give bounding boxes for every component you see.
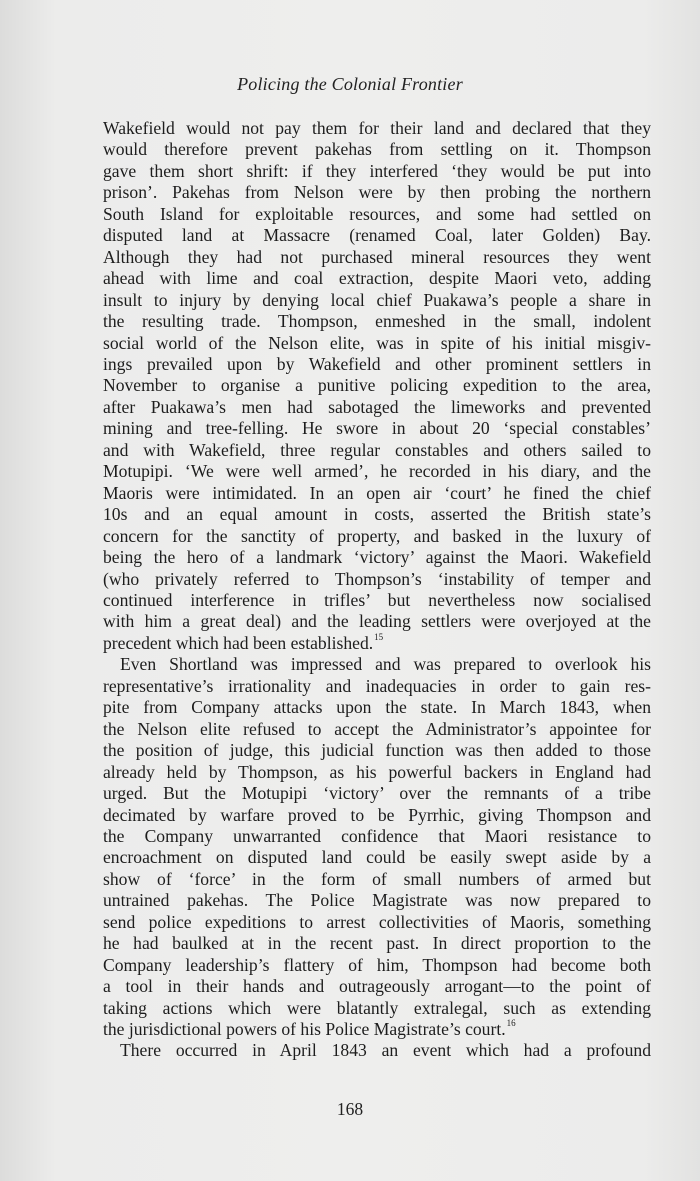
text-line: Maoris were intimidated. In an open air ‘court’ he fined the chief [103, 482, 651, 503]
text-line: mining and tree-felling. He swore in about 20 ‘special constables’ [103, 418, 651, 439]
text-line: Although they had not purchased mineral resources they went [103, 246, 651, 267]
text-line: There occurred in April 1843 an event which had a profound [120, 1040, 651, 1061]
text-line: the jurisdictional powers of his Police Magistrate’s court.$^{16}$ [103, 1018, 516, 1040]
text-line: Company leadership’s flattery of him, Thompson had become both [103, 954, 651, 975]
paragraph [103, 118, 651, 654]
text-line: South Island for exploitable resources, and some had settled on [103, 203, 651, 224]
footnote-marker[interactable]: 16 [506, 1018, 516, 1029]
text-line: already held by Thompson, as his powerful backers in England had [103, 761, 651, 782]
text-line: prison’. Pakehas from Nelson were by then probing the northern [103, 182, 651, 203]
running-head: Policing the Colonial Frontier [237, 74, 463, 94]
text-line: Even Shortland was impressed and was prepared to overlook his [120, 654, 651, 675]
text-line: disputed land at Massacre (renamed Coal, later Golden) Bay. [103, 225, 651, 246]
text-line: with him a great deal) and the leading settlers were overjoyed at the [103, 611, 651, 632]
text-line: (who privately referred to Thompson’s ‘instability of temper and [103, 568, 651, 589]
text-line: taking actions which were blatantly extralegal, such as extending [103, 997, 651, 1018]
text-line: November to organise a punitive policing expedition to the area, [103, 375, 651, 396]
text-line: after Puakawa’s men had sabotaged the limeworks and prevented [103, 396, 651, 417]
paragraph [103, 1040, 651, 1061]
text-line: show of ‘force’ in the form of small numbers of armed but [103, 868, 651, 889]
text-line: he had baulked at in the recent past. In direct proportion to the [103, 933, 651, 954]
text-line: concern for the sanctity of property, and basked in the luxury of [103, 525, 651, 546]
text-line: gave them short shrift: if they interfered ‘they would be put into [103, 160, 651, 181]
text-line: being the hero of a landmark ‘victory’ against the Maori. Wakefield [103, 547, 651, 568]
text-line: ings prevailed upon by Wakefield and other prominent settlers in [103, 353, 651, 374]
text-line: continued interference in trifles’ but nevertheless now socialised [103, 589, 651, 610]
text-line: ahead with lime and coal extraction, despite Maori veto, adding [103, 268, 651, 289]
text-line: send police expeditions to arrest collectivities of Maoris, something [103, 911, 651, 932]
text-line: Wakefield would not pay them for their land and declared that they [103, 118, 651, 138]
text-line: insult to injury by denying local chief Puakawa’s people a share in [103, 289, 651, 310]
paragraph [103, 654, 651, 1040]
text-line: the position of judge, this judicial function was then added to those [103, 740, 651, 761]
page-number: 168 [336, 1099, 364, 1119]
text-line: urged. But the Motupipi ‘victory’ over the remnants of a tribe [103, 783, 651, 804]
text-line: and with Wakefield, three regular constables and others sailed to [103, 439, 651, 460]
text-line: would therefore prevent pakehas from settling on it. Thompson [103, 139, 651, 160]
text-line: the resulting trade. Thompson, enmeshed in the small, indolent [103, 311, 651, 332]
text-line: untrained pakehas. The Police Magistrate was now prepared to [103, 890, 651, 911]
text-line: representative’s irrationality and inadequacies in order to gain res- [103, 675, 651, 696]
text-line: 10s and an equal amount in costs, asserted the British state’s [103, 504, 651, 525]
text-line: encroachment on disputed land could be easily swept aside by a [103, 847, 651, 868]
text-line: precedent which had been established.$^{15}$ [103, 631, 384, 653]
text-line: a tool in their hands and outrageously arrogant—to the point of [103, 976, 651, 997]
text-line: the Company unwarranted confidence that Maori resistance to [103, 825, 651, 846]
text-line: decimated by warfare proved to be Pyrrhic, giving Thompson and [103, 804, 651, 825]
footnote-marker[interactable]: 15 [374, 631, 384, 642]
text-line: the Nelson elite refused to accept the Administrator’s appointee for [103, 718, 651, 739]
text-line: social world of the Nelson elite, was in spite of his initial misgiv- [103, 332, 651, 353]
text-line: Motupipi. ‘We were well armed’, he recorded in his diary, and the [103, 461, 651, 482]
text-line: pite from Company attacks upon the state. In March 1843, when [103, 697, 651, 718]
body-text [103, 118, 651, 1062]
